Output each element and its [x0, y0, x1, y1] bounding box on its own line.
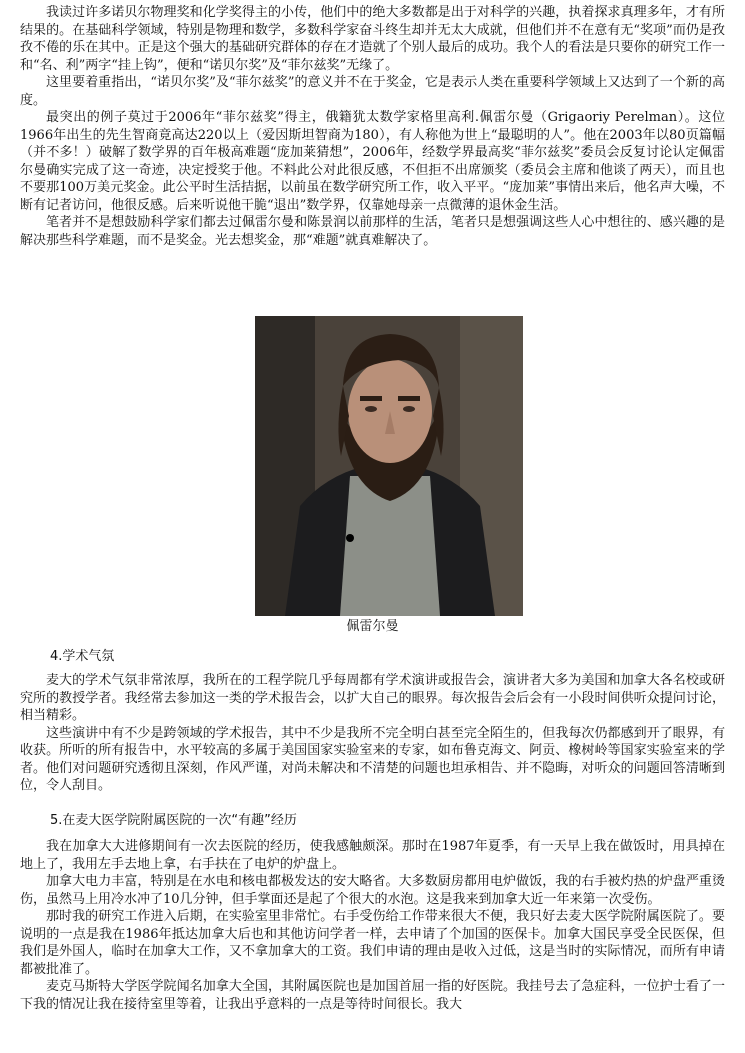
- section-academic-atmosphere: [20, 672, 725, 795]
- perelman-photo: [255, 316, 523, 616]
- paragraph: 笔者并不是想鼓励科学家们都去过佩雷尔曼和陈景润以前那样的生活，笔者只是想强调这些人心中想往的、感兴趣的是解决那些科学难题，而不是奖金。光去想奖金，那“难题”就真难解决了。: [20, 215, 725, 248]
- paragraph: 那时我的研究工作进入后期，在实验室里非常忙。右手受伤给工作带来很大不便，我只好去麦大医学院附属医院了。要说明的一点是我在1986年抵达加拿大后也和其他访问学者一样，去申请了个加国的医保卡。加拿大国民享受全民医保，但我们是外国人，临时在加拿大工作，又不拿加拿大的工资。我们申请的理由是收入过低，这是当时的实际情况，而所有申请都被批准了。: [20, 909, 725, 977]
- section-hospital-experience: [20, 838, 725, 1013]
- paragraph: 麦克马斯特大学医学院闻名加拿大全国，其附属医院也是加国首屈一指的好医院。我挂号去了急症科，一位护士看了一下我的情况让我在接待室里等着，让我出乎意料的一点是等待时间很长。我大: [20, 979, 725, 1012]
- paragraph: 加拿大电力丰富，特别是在水电和核电都极发达的安大略省。大多数厨房都用电炉做饭，我的右手被灼热的炉盘严重烫伤，虽然马上用冷水冲了10几分钟，但手掌面还是起了个很大的水泡。这是我来到加拿大近一年来第一次受伤。: [20, 874, 725, 907]
- paragraph: 这些演讲中有不少是跨领域的学术报告，其中不少是我所不完全明白甚至完全陌生的，但我每次仍都感到开了眼界，有收获。所听的所有报告中，水平较高的多属于美国国家实验室来的专家，如布鲁克海文、阿贡、橡树岭等国家实验室来的学者。他们对问题研究透彻且深刻，作风严谨，对尚未解决和不清楚的问题也坦承相告、并不隐晦，对听众的问题回答清晰到位，令人刮目。: [20, 725, 725, 793]
- paragraph: 我在加拿大大进修期间有一次去医院的经历，使我感触颇深。那时在1987年夏季，有一天早上我在做饭时，用具掉在地上了，我用左手去地上拿，右手扶在了电炉的炉盘上。: [20, 839, 725, 872]
- paragraph: 我读过许多诺贝尔物理奖和化学奖得主的小传，他们中的绝大多数都是出于对科学的兴趣，执着探求真理多年，才有所结果的。在基础科学领域，特别是物理和数学，多数科学家奋斗终生却并无太大成就，但他们并不在意有无“奖项”而仍是孜孜不倦的乐在其中。正是这个强大的基础研究群体的存在才造就了个别人最后的成功。我个人的看法是只要你的研究工作一和“名、利”两字“挂上钩”，便和“诺贝尔奖”及“菲尔兹奖”无缘了。: [20, 5, 725, 73]
- photo-caption: 佩雷尔曼: [346, 619, 399, 634]
- section-heading: 4.学术气氛: [50, 649, 115, 664]
- intro-section: [20, 4, 725, 249]
- section-heading: 5.在麦大医学院附属医院的一次“有趣”经历: [50, 813, 297, 828]
- paragraph: 这里要着重指出，“诺贝尔奖”及“菲尔兹奖”的意义并不在于奖金，它是表示人类在重要科学领域上又达到了一个新的高度。: [20, 75, 725, 108]
- paragraph: 麦大的学术气氛非常浓厚，我所在的工程学院几乎每周都有学术演讲或报告会，演讲者大多为美国和加拿大各名校或研究所的教授学者。我经常去参加这一类的学术报告会，以扩大自己的眼界。每次报告会后会有一小段时间供听众提问讨论，相当精彩。: [20, 673, 725, 723]
- paragraph: 最突出的例子莫过于2006年“菲尔兹奖”得主，俄籍犹太数学家格里高利.佩雷尔曼（Grigaoriy Perelman）。这位1966年出生的先生智商竟高达220以上（爱因斯坦智商为180），有人称他为世上“最聪明的人”。他在2003年以80页篇幅（并不多！）破解了数学界的百年极高难题“庞加莱猜想”，2006年，经数学界最高奖“菲尔兹奖”委员会反复讨论认定佩雷尔曼确实完成了这一奇迹，决定授奖于他。不料此公对此很反感，不但拒不出席颁奖（委员会主席和他谈了两天），而且也不要那100万美元奖金。此公平时生活拮据，以前虽在数学研究所工作，收入平平。“庞加莱”事情出来后，他名声大噪，不断有记者访问，他很反感。后来听说他干脆“退出”数学界，仅靠她母亲一点微薄的退休金生活。: [20, 110, 725, 213]
